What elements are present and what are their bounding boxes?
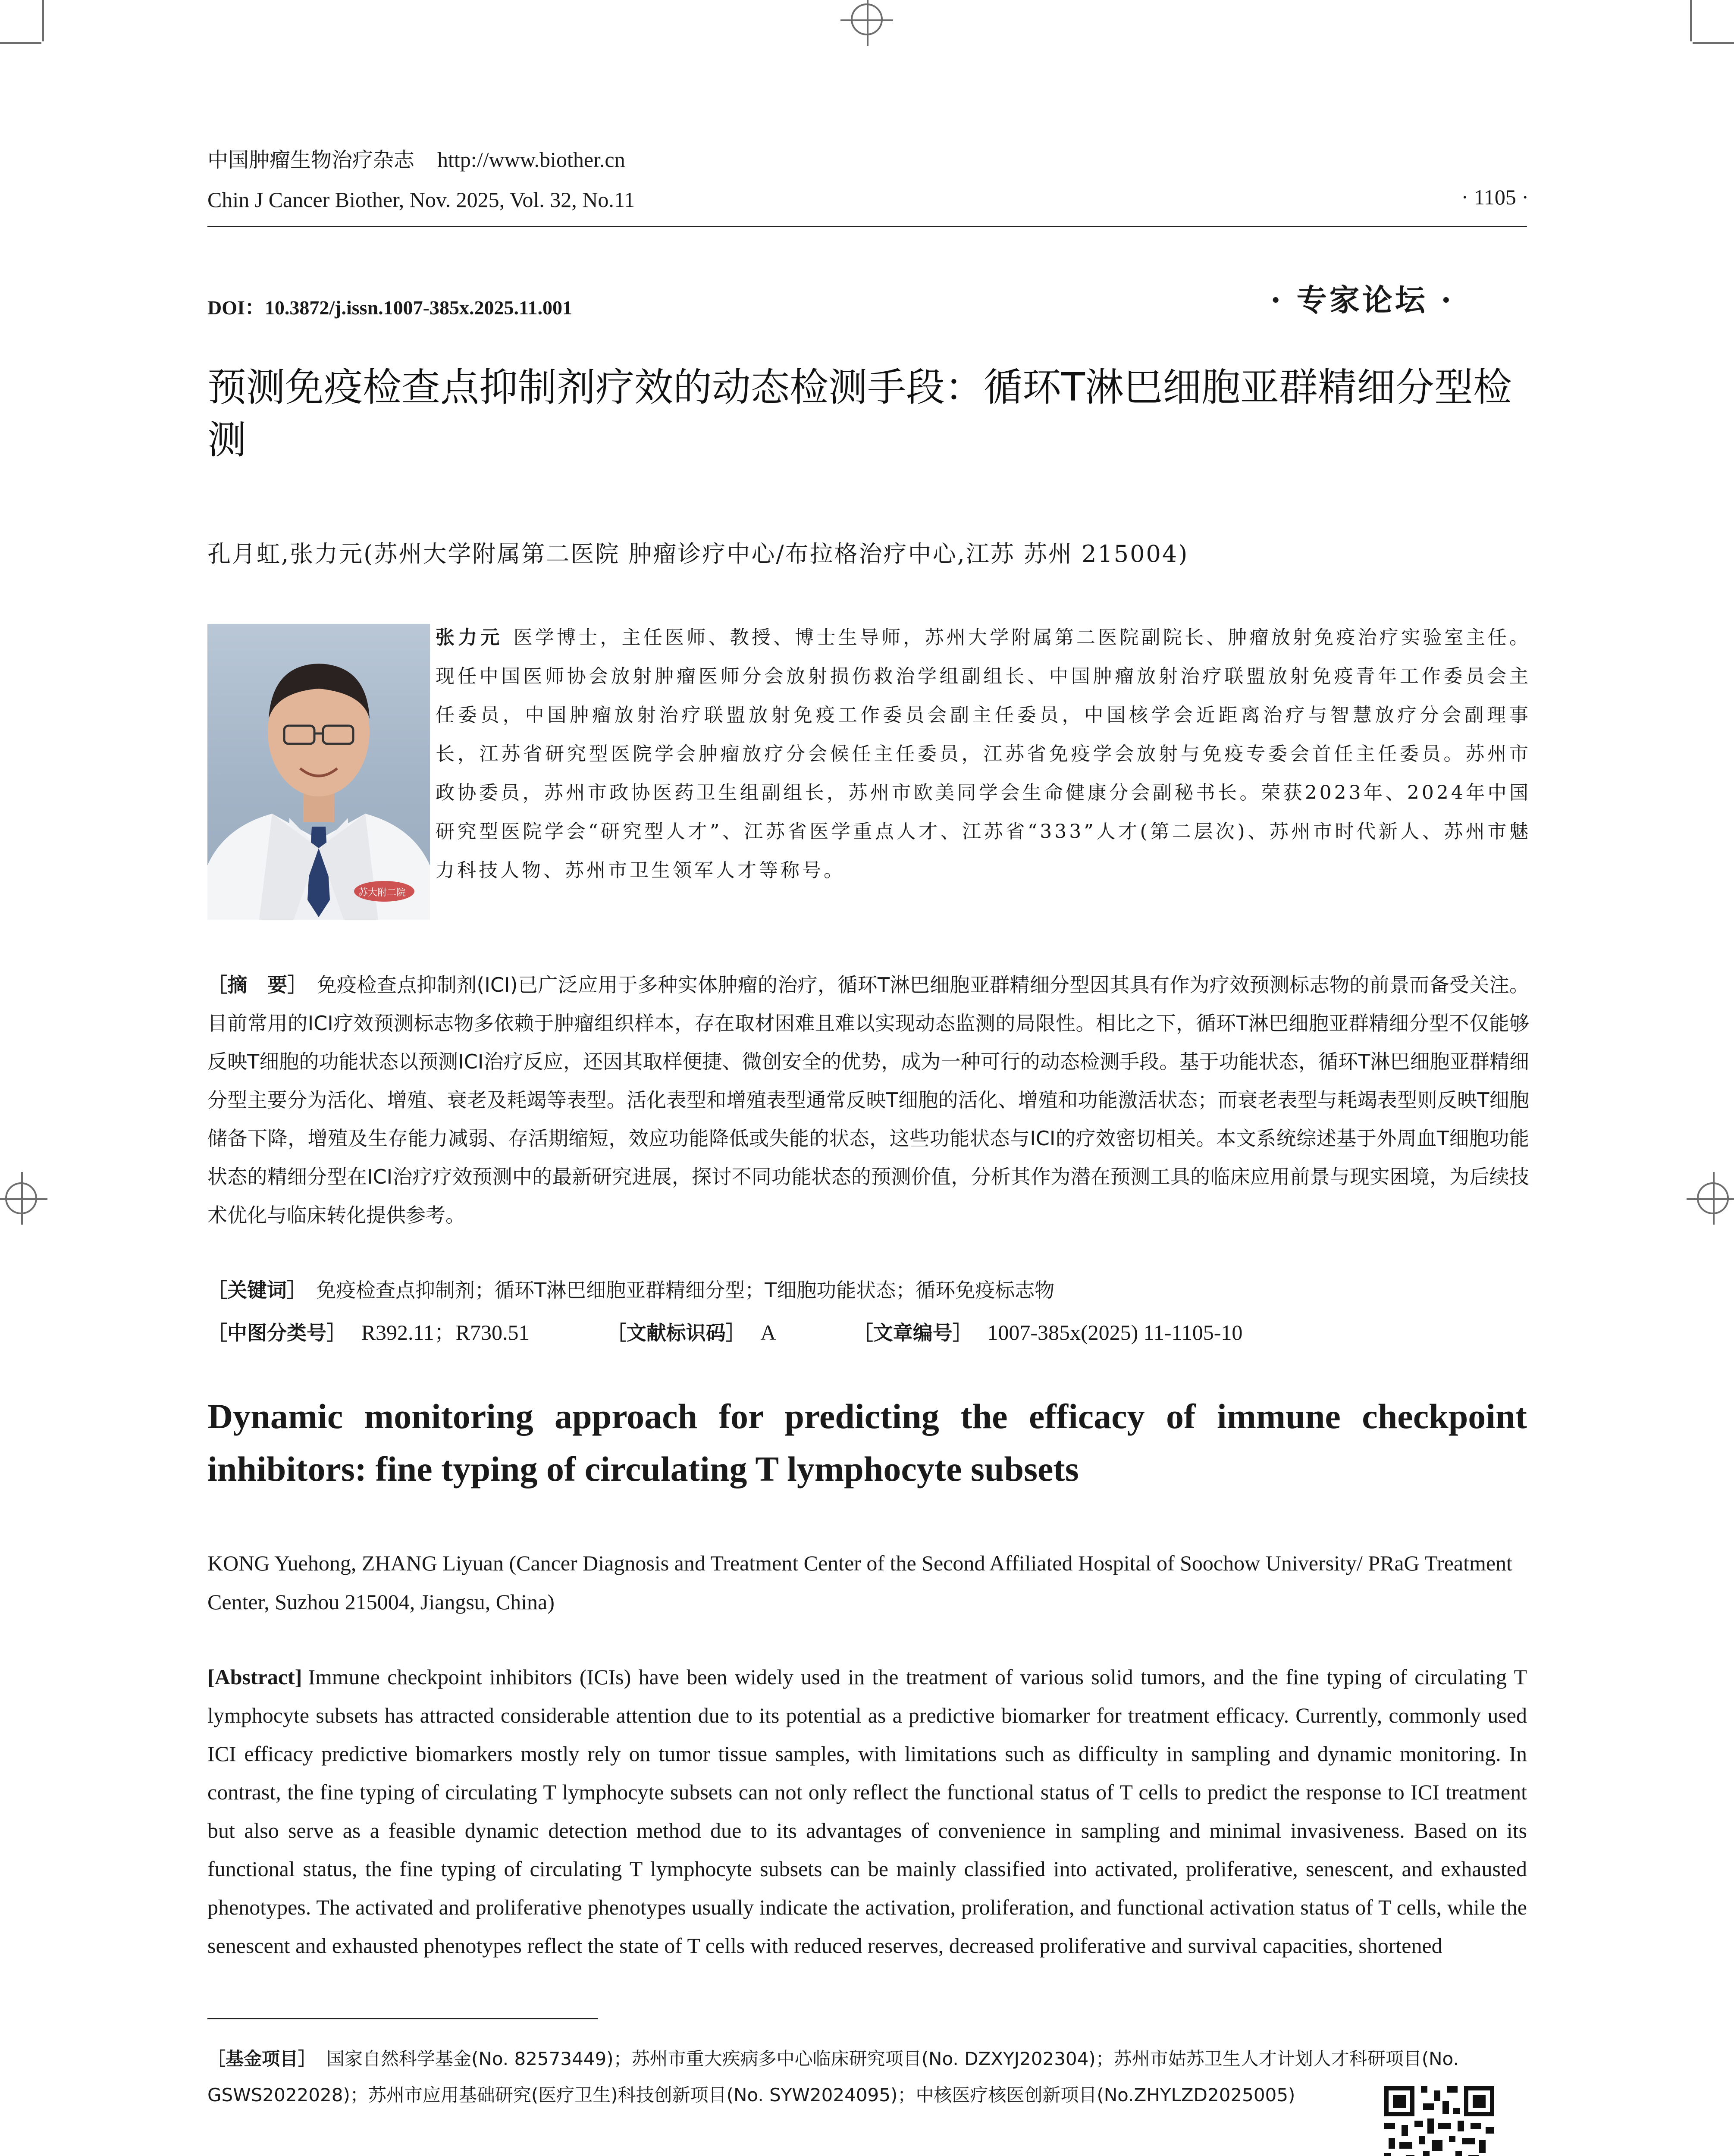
cn-abstract-label: ［摘 要］ [207,973,307,997]
en-abstract [207,1658,1527,1965]
classification-line [207,1315,1242,1346]
bio-name: 张力元 [436,627,503,649]
crop-mark-top-right-h [1693,42,1734,44]
qr-code-icon[interactable] [1384,2086,1494,2156]
cn-abstract [207,966,1529,1235]
registration-mark-top [851,3,883,35]
article-no-value: 1007-385x(2025) 11-1105-10 [987,1320,1243,1344]
fund-text: 国家自然科学基金(No. 82573449)；苏州市重大疾病多中心临床研究项目(No. DZXYJ202304)；苏州市姑苏卫生人才计划人才科研项目(No. GSWS2022028)；苏州市应用基础研究(医疗卫生)科技创新项目(No. SYW2024095)；中核医疗核医创新项目(No.ZHYLZD2025005) [207,2048,1459,2106]
bio-text: 医学博士，主任医师、教授、博士生导师，苏州大学附属第二医院副院长、肿瘤放射免疫治疗实验室主任。现任中国医师协会放射肿瘤医师分会放射损伤救治学组副组长、中国肿瘤放射治疗联盟放射免疫青年工作委员会主任委员，中国肿瘤放射治疗联盟放射免疫工作委员会副主任委员，中国核学会近距离治疗与智慧放疗分会副理事长，江苏省研究型医院学会肿瘤放疗分会候任主任委员，江苏省免疫学会放射与免疫专委会首任主任委员。苏州市政协委员，苏州市政协医药卫生组副组长，苏州市欧美同学会生命健康分会副秘书长。荣获2023年、2024年中国研究型医院学会“研究型人才”、江苏省医学重点人才、江苏省“333”人才(第二层次)、苏州市时代新人、苏州市魅力科技人物、苏州市卫生领军人才等称号。 [436,627,1531,881]
en-title: Dynamic monitoring approach for predicting the efficacy of immune checkpoint inhibitors: fine typing of circulating T lymphocyte subsets [207,1397,1527,1489]
keywords-text: 免疫检查点抑制剂；循环T淋巴细胞亚群精细分型；T细胞功能状态；循环免疫标志物 [316,1279,1055,1302]
cn-abstract-text: 免疫检查点抑制剂(ICI)已广泛应用于多种实体肿瘤的治疗，循环T淋巴细胞亚群精细分型因其具有作为疗效预测标志物的前景而备受关注。目前常用的ICI疗效预测标志物多依赖于肿瘤组织样本，存在取材困难且难以实现动态监测的局限性。相比之下，循环T淋巴细胞亚群精细分型不仅能够反映T细胞的功能状态以预测ICI治疗反应，还因其取样便捷、微创安全的优势，成为一种可行的动态检测手段。基于功能状态，循环T淋巴细胞亚群精细分型主要分为活化、增殖、衰老及耗竭等表型。活化表型和增殖表型通常反映T细胞的活化、增殖和功能激活状态；而衰老表型与耗竭表型则反映T细胞储备下降，增殖及生存能力减弱、存活期缩短，效应功能降低或失能的状态，这些功能状态与ICI的疗效密切相关。本文系统综述基于外周血T细胞功能状态的精细分型在ICI治疗疗效预测中的最新研究进展，探讨不同功能状态的预测价值，分析其作为潜在预测工具的临床应用前景与现实困境，为后续技术优化与临床转化提供参考。 [207,973,1529,1227]
footnote-fund [207,2041,1527,2113]
header-rule [207,226,1527,227]
crop-mark-top-left-v [42,0,44,41]
photo-badge-text: 苏大附二院 [358,887,406,898]
article-no-label: ［文章编号］ [853,1321,972,1344]
running-header-cn [207,149,625,170]
keywords-label: ［关键词］ [207,1279,307,1302]
doi[interactable]: DOI：10.3872/j.issn.1007-385x.2025.11.001 [207,297,572,319]
registration-mark-left [5,1182,37,1214]
registration-mark-right [1697,1182,1729,1214]
en-authors: KONG Yuehong, ZHANG Liyuan (Cancer Diagnosis and Treatment Center of the Second Affiliated Hospital of Soochow University/ PRaG Treatment Center, Suzhou 215004, Jiangsu, China) [207,1551,1512,1614]
journal-citation-en: Chin J Cancer Biother, Nov. 2025, Vol. 32, No.11 [207,188,635,212]
doc-code-label: ［文献标识码］ [606,1321,746,1344]
author-bio [436,618,1531,890]
journal-url[interactable]: http://www.biother.cn [437,147,625,172]
doc-code-value: A [760,1320,776,1344]
journal-name-cn: 中国肿瘤生物治疗杂志 [207,148,415,172]
footnote-rule [207,2018,598,2019]
cn-title: 预测免疫检查点抑制剂疗效的动态检测手段：循环T淋巴细胞亚群精细分型检测 [207,365,1512,463]
cn-authors: 孔月虹,张力元(苏州大学附属第二医院 肿瘤诊疗中心/布拉格治疗中心,江苏 苏州 215004) [207,540,1189,567]
clc-label: ［中图分类号］ [207,1321,346,1344]
author-portrait-illustration [207,624,430,920]
column-tag: · 专家论坛 · [1270,282,1454,318]
crop-mark-top-left-h [0,42,41,44]
fund-label: ［基金项目］ [207,2048,317,2069]
keywords [207,1275,1054,1303]
en-abstract-label: [Abstract] [207,1665,302,1689]
author-photo [207,624,430,920]
clc-value: R392.11；R730.51 [361,1320,530,1344]
page-number: · 1105 · [1461,185,1529,209]
footnote-author [207,2151,912,2156]
en-abstract-text: Immune checkpoint inhibitors (ICIs) have been widely used in the treatment of various solid tumors, and the fine typing of circulating T lymphocyte subsets has attracted considerable attention due to its potential as a predictive biomarker for treatment efficacy. Currently, commonly used ICI efficacy predictive biomarkers mostly rely on tumor tissue samples, with limitations such as difficulty in sampling and dynamic monitoring. In contrast, the fine typing of circulating T lymphocyte subsets can not only reflect the functional status of T cells to predict the response to ICI treatment but also serve as a feasible dynamic detection method due to its advantages of convenience in sampling and minimal invasiveness. Based on its functional status, the fine typing of circulating T lymphocyte subsets can be mainly classified into activated, proliferative, senescent, and exhausted phenotypes. The activated and proliferative phenotypes usually indicate the activation, proliferation, and functional activation status of T cells, while the senescent and exhausted phenotypes reflect the state of T cells with reduced reserves, decreased proliferative and survival capacities, shortened [207,1665,1527,1958]
crop-mark-top-right-v [1690,0,1692,41]
